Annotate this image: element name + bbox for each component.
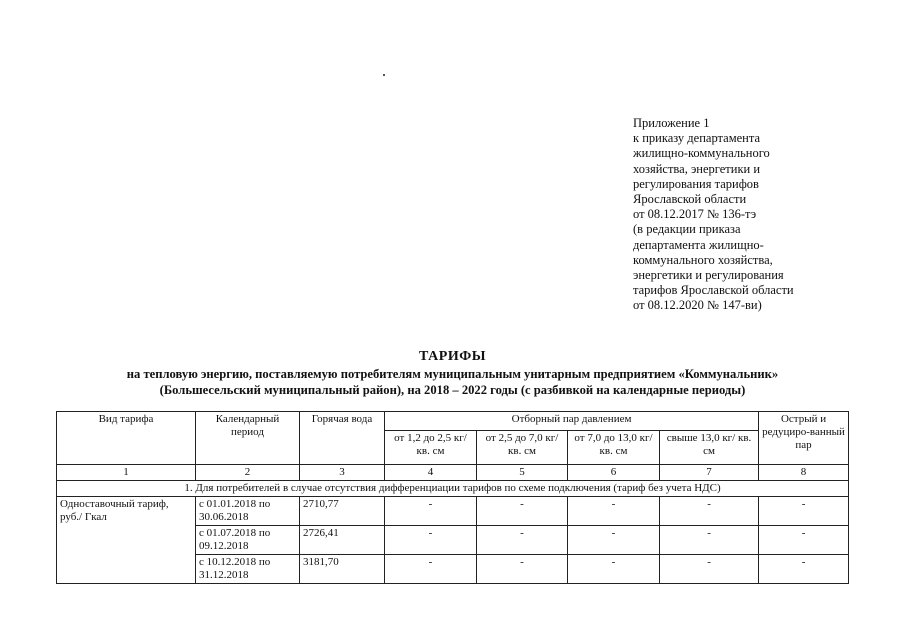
appendix-line: департамента жилищно- <box>633 237 764 252</box>
title-main: ТАРИФЫ <box>419 349 486 364</box>
header-steam-2: от 2,5 до 7,0 кг/ кв. см <box>477 430 568 464</box>
appendix-line: (в редакции приказа <box>633 222 741 237</box>
steam-2-cell: - <box>477 526 568 555</box>
header-steam-4: свыше 13,0 кг/ кв. см <box>660 430 759 464</box>
hot-water-cell: 2726,41 <box>300 526 385 555</box>
appendix-line: тарифов Ярославской области <box>633 283 794 298</box>
steam-1-cell: - <box>385 526 477 555</box>
header-tariff-type: Вид тарифа <box>57 412 196 465</box>
period-cell: с 10.12.2018 по 31.12.2018 <box>196 555 300 584</box>
table-row <box>57 497 849 526</box>
steam-2-cell: - <box>477 555 568 584</box>
appendix-line: Ярославской области <box>633 192 747 207</box>
header-steam-1: от 1,2 до 2,5 кг/ кв. см <box>385 430 477 464</box>
appendix-line: к приказу департамента <box>633 131 761 146</box>
appendix-line: хозяйства, энергетики и <box>633 161 761 176</box>
column-number: 2 <box>196 465 300 481</box>
steam-4-cell: - <box>660 526 759 555</box>
appendix-line: коммунального хозяйства, <box>633 252 773 267</box>
column-number: 8 <box>759 465 849 481</box>
steam-1-cell: - <box>385 497 477 526</box>
period-cell: с 01.01.2018 по 30.06.2018 <box>196 497 300 526</box>
tariff-table <box>56 411 849 584</box>
steam-2-cell: - <box>477 497 568 526</box>
steam-3-cell: - <box>568 526 660 555</box>
steam-4-cell: - <box>660 497 759 526</box>
appendix-line: регулирования тарифов <box>633 176 759 191</box>
header-steam-group: Отборный пар давлением <box>385 412 759 431</box>
section-row <box>57 481 849 497</box>
header-hot-water: Горячая вода <box>300 412 385 465</box>
column-number: 4 <box>385 465 477 481</box>
header-sharp-steam: Острый и редуциро-ванный пар <box>759 412 849 465</box>
column-number: 7 <box>660 465 759 481</box>
column-number: 5 <box>477 465 568 481</box>
title-line-1: на тепловую энергию, поставляемую потребителям муниципальным унитарным предприятием «Коммунальник» <box>126 367 779 381</box>
tariff-label: Одноставочный тариф, руб./ Гкал <box>57 497 196 584</box>
appendix-line: жилищно-коммунального <box>633 146 770 161</box>
header-period: Календарный период <box>196 412 300 465</box>
sharp-steam-cell: - <box>759 555 849 584</box>
steam-4-cell: - <box>660 555 759 584</box>
header-row-1 <box>57 412 849 431</box>
sharp-steam-cell: - <box>759 497 849 526</box>
hot-water-cell: 3181,70 <box>300 555 385 584</box>
sharp-steam-cell: - <box>759 526 849 555</box>
header-steam-3: от 7,0 до 13,0 кг/ кв. см <box>568 430 660 464</box>
column-number: 6 <box>568 465 660 481</box>
column-number-row <box>57 465 849 481</box>
appendix-line: от 08.12.2020 № 147-ви) <box>633 298 762 313</box>
steam-1-cell: - <box>385 555 477 584</box>
hot-water-cell: 2710,77 <box>300 497 385 526</box>
period-cell: с 01.07.2018 по 09.12.2018 <box>196 526 300 555</box>
title-line-2: (Большесельский муниципальный район), на 2018 – 2022 годы (с разбивкой на календарные периоды) <box>159 383 746 397</box>
scan-speck <box>383 74 385 76</box>
appendix-line: от 08.12.2017 № 136-тэ <box>633 207 757 222</box>
section-title: 1. Для потребителей в случае отсутствия дифференциации тарифов по схеме подключения (тариф без учета НДС) <box>57 481 849 497</box>
appendix-line: Приложение 1 <box>633 116 710 130</box>
steam-3-cell: - <box>568 497 660 526</box>
document-title <box>40 348 865 398</box>
appendix-line: энергетики и регулирования <box>633 268 784 283</box>
steam-3-cell: - <box>568 555 660 584</box>
column-number: 3 <box>300 465 385 481</box>
appendix-note <box>633 116 873 314</box>
column-number: 1 <box>57 465 196 481</box>
